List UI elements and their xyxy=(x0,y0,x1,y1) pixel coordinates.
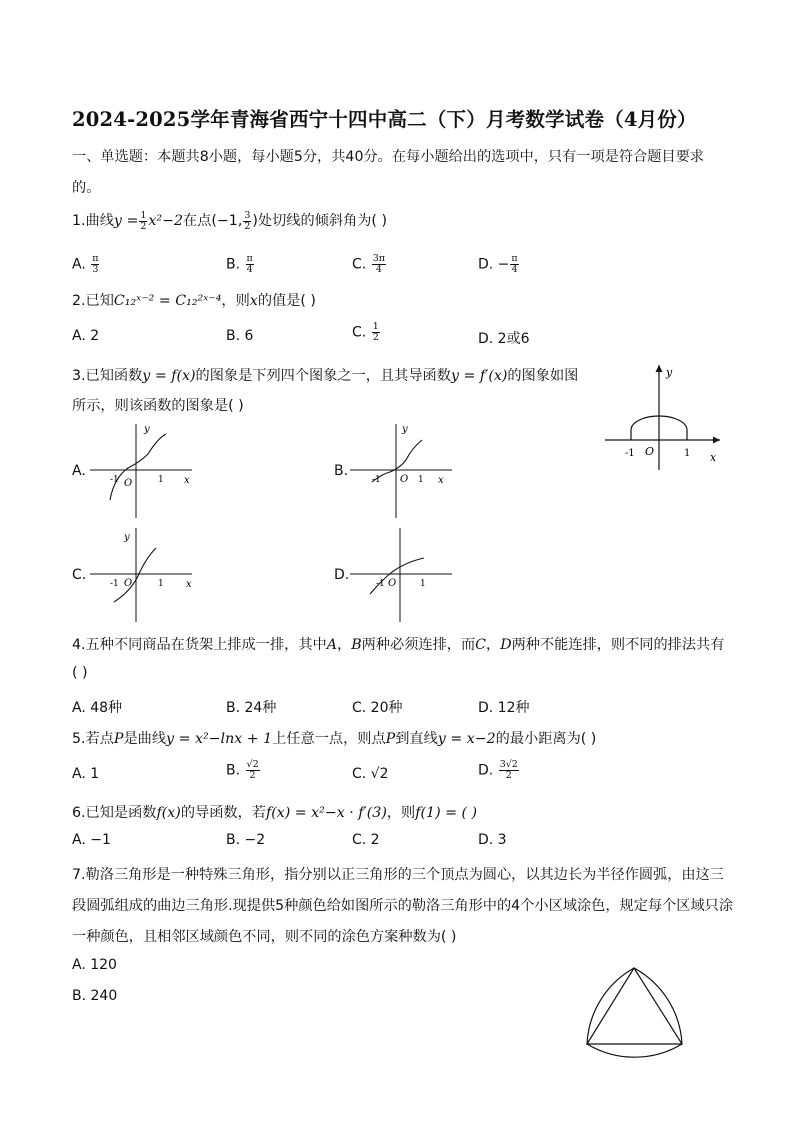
q2-prefix: 2.已知 xyxy=(72,293,114,309)
gb-o: O xyxy=(400,474,409,485)
q5-curve: y = x²−lnx + 1 xyxy=(166,731,273,747)
q2-option-d[interactable]: D. 2或6 xyxy=(478,331,530,347)
q1-option-d-label: D. − xyxy=(478,256,510,273)
q4-c: C xyxy=(475,637,486,653)
q5-prefix: 5.若点 xyxy=(72,731,114,747)
q2-option-c-label: C. xyxy=(352,324,367,341)
q4-sep1: ， xyxy=(336,637,352,653)
question-3-line1 xyxy=(72,365,578,385)
gc-o: O xyxy=(124,578,133,589)
gd-one: 1 xyxy=(420,579,426,589)
q1-d-num: π xyxy=(511,253,518,264)
q6-option-b[interactable]: B. −2 xyxy=(226,832,266,848)
q2-x: x xyxy=(249,293,258,309)
q2-option-a[interactable]: A. 2 xyxy=(72,328,100,344)
x-label: x xyxy=(710,451,717,464)
q1-option-d[interactable] xyxy=(478,254,520,275)
q2-c-den: 2 xyxy=(372,332,379,343)
q5-option-c[interactable]: C. √2 xyxy=(352,766,389,782)
q3-f: y = f(x) xyxy=(142,368,196,384)
q1-frac-den: 2 xyxy=(140,220,147,232)
q1-a-den: 3 xyxy=(92,264,99,275)
q2-option-b[interactable]: B. 6 xyxy=(226,328,254,344)
q2-c-num: 1 xyxy=(372,321,379,332)
gb-x: x xyxy=(438,475,444,486)
q1-expr: x²−2 xyxy=(148,213,183,229)
curve-a xyxy=(110,434,166,500)
q5-option-b-label: B. xyxy=(226,762,241,779)
gc-neg1: -1 xyxy=(110,579,119,589)
q5-option-b[interactable] xyxy=(226,760,261,781)
question-4-line1 xyxy=(72,634,724,654)
q2-option-c[interactable] xyxy=(352,322,381,343)
q4-b: B xyxy=(351,637,362,653)
question-1 xyxy=(72,210,387,232)
q4-suffix: 两种不能连排，则不同的排法共有 xyxy=(511,637,725,653)
q1-c-den: 4 xyxy=(375,264,382,275)
question-3-line2: 所示，则该函数的图象是( ) xyxy=(72,398,244,414)
ga-o: O xyxy=(124,478,133,489)
q6-mid2: ，则 xyxy=(386,805,416,821)
q1-d-den: 4 xyxy=(511,264,518,275)
q1-prefix: 1.曲线 xyxy=(72,213,114,229)
q5-p: P xyxy=(113,731,124,747)
q4-sep2: ， xyxy=(486,637,501,653)
question-7-line1: 7.勒洛三角形是一种特殊三角形，指分别以正三角形的三个顶点为圆心，以其边长为半径作圆弧，由这三 xyxy=(72,867,724,883)
q4-option-d[interactable]: D. 12种 xyxy=(478,700,530,716)
q4-option-b[interactable]: B. 24种 xyxy=(226,700,277,716)
q2-expr: C₁₂ˣ⁻² = C₁₂²ˣ⁻⁴ xyxy=(113,293,222,309)
q3-graph-c xyxy=(88,522,198,624)
q1-option-b-label: B. xyxy=(226,256,241,273)
origin-label: O xyxy=(645,445,655,458)
q7-option-b[interactable]: B. 240 xyxy=(72,988,118,1004)
q1-fraction xyxy=(139,211,147,232)
q3-suffix: 的图象如图 xyxy=(507,368,579,384)
q5-line: y = x−2 xyxy=(437,731,496,747)
q5-mid3: 到直线 xyxy=(395,731,438,747)
q5-p2: P xyxy=(385,731,396,747)
q1-b-den: 4 xyxy=(246,264,253,275)
gd-o: O xyxy=(388,578,397,589)
q1-c-num: 3π xyxy=(372,253,385,264)
q5-b-den: 2 xyxy=(249,770,256,781)
q3-option-b[interactable]: B. xyxy=(334,463,349,479)
q1-option-b[interactable] xyxy=(226,254,255,275)
gd-neg1: -1 xyxy=(376,579,385,589)
ga-x: x xyxy=(184,475,190,486)
q3-graph-b xyxy=(348,418,458,520)
question-5 xyxy=(72,728,596,748)
q4-option-c[interactable]: C. 20种 xyxy=(352,700,403,716)
gb-one: 1 xyxy=(418,475,424,485)
q1-option-c[interactable] xyxy=(352,254,387,275)
y-label: y xyxy=(666,366,673,379)
reuleaux-triangle-figure xyxy=(578,962,698,1062)
q3-option-c[interactable]: C. xyxy=(72,567,87,583)
q6-expr: f(x) = x²−x · f′(3) xyxy=(265,805,387,821)
q4-a: A xyxy=(326,637,337,653)
question-4-line2: ( ) xyxy=(72,665,88,681)
q5-mid2: 上任意一点，则点 xyxy=(272,731,386,747)
q1-suffix: )处切线的倾斜角为( ) xyxy=(252,213,388,229)
q1-b-num: π xyxy=(246,253,253,264)
gc-one: 1 xyxy=(158,579,164,589)
curve-c xyxy=(114,548,156,602)
q3-graph-d xyxy=(348,522,458,624)
q6-fx: f(x) xyxy=(156,805,181,821)
q5-suffix: 的最小距离为( ) xyxy=(495,731,597,747)
q6-mid: 的导函数，若 xyxy=(180,805,266,821)
q5-option-a[interactable]: A. 1 xyxy=(72,766,100,782)
section-header-line1: 一、单选题：本题共8小题，每小题5分，共40分。在每小题给出的选项中，只有一项是符合题目要求 xyxy=(72,149,704,165)
q4-mid: 两种必须连排，而 xyxy=(361,637,476,653)
q1-option-a-label: A. xyxy=(72,256,86,273)
q6-prefix: 6.已知是函数 xyxy=(72,805,157,821)
q4-d: D xyxy=(500,637,512,653)
q1-pt-den: 2 xyxy=(244,220,251,232)
question-7-line3: 一种颜色，且相邻区域颜色不同，则不同的涂色方案种数为( ) xyxy=(72,929,457,945)
q1-option-a[interactable] xyxy=(72,254,100,275)
question-7-line2: 段圆弧组成的曲边三角形.现提供5种颜色给如图所示的勒洛三角形中的4个小区域涂色，规定每个区域只涂 xyxy=(72,898,734,914)
q3-option-d[interactable]: D. xyxy=(334,567,350,583)
q1-option-c-label: C. xyxy=(352,256,367,273)
q2-mid: ，则 xyxy=(221,293,250,309)
q1-y: y = xyxy=(113,213,139,229)
page-title: 2024-2025学年青海省西宁十四中高二（下）月考数学试卷（4月份） xyxy=(72,108,697,131)
q5-option-d[interactable] xyxy=(478,760,520,781)
section-header-line2: 的。 xyxy=(72,180,101,196)
inner-triangle xyxy=(587,968,682,1044)
q3-graph-a xyxy=(88,418,198,520)
q1-mid: 在点(−1, xyxy=(183,213,243,229)
q3-option-a[interactable]: A. xyxy=(72,463,86,479)
gb-y: y xyxy=(402,424,408,435)
q3-derivative-graph xyxy=(600,360,730,475)
q6-ask: f(1) = ( ) xyxy=(415,805,478,821)
one-label: 1 xyxy=(684,448,691,459)
ga-neg1: -1 xyxy=(110,475,119,485)
q3-prefix: 3.已知函数 xyxy=(72,368,143,384)
q4-option-a[interactable]: A. 48种 xyxy=(72,700,123,716)
q5-option-d-label: D. xyxy=(478,762,494,779)
q2-suffix: 的值是( ) xyxy=(257,293,316,309)
q6-option-d[interactable]: D. 3 xyxy=(478,832,507,848)
q5-b-num: √2 xyxy=(246,759,259,770)
q7-option-a[interactable]: A. 120 xyxy=(72,957,117,973)
q1-pt-num: 3 xyxy=(244,209,251,221)
q5-d-num: 3√2 xyxy=(499,759,518,770)
ga-one: 1 xyxy=(158,475,164,485)
gb-neg1: -1 xyxy=(372,475,381,485)
q6-option-a[interactable]: A. −1 xyxy=(72,832,111,848)
q3-mid: 的图象是下列四个图象之一，且其导函数 xyxy=(195,368,451,384)
gc-y: y xyxy=(124,532,130,543)
neg1-label: -1 xyxy=(625,448,635,459)
question-6 xyxy=(72,802,477,822)
q4-prefix: 4.五种不同商品在货架上排成一排，其中 xyxy=(72,637,327,653)
q6-option-c[interactable]: C. 2 xyxy=(352,832,380,848)
question-2 xyxy=(72,290,316,310)
q1-a-num: π xyxy=(92,253,99,264)
q5-mid1: 是曲线 xyxy=(123,731,167,747)
gc-x: x xyxy=(186,579,192,590)
q1-frac-num: 1 xyxy=(140,209,147,221)
q3-fprime: y = f′(x) xyxy=(450,368,508,384)
ga-y: y xyxy=(144,424,150,435)
q1-point-fraction xyxy=(243,211,251,232)
q5-d-den: 2 xyxy=(505,770,512,781)
